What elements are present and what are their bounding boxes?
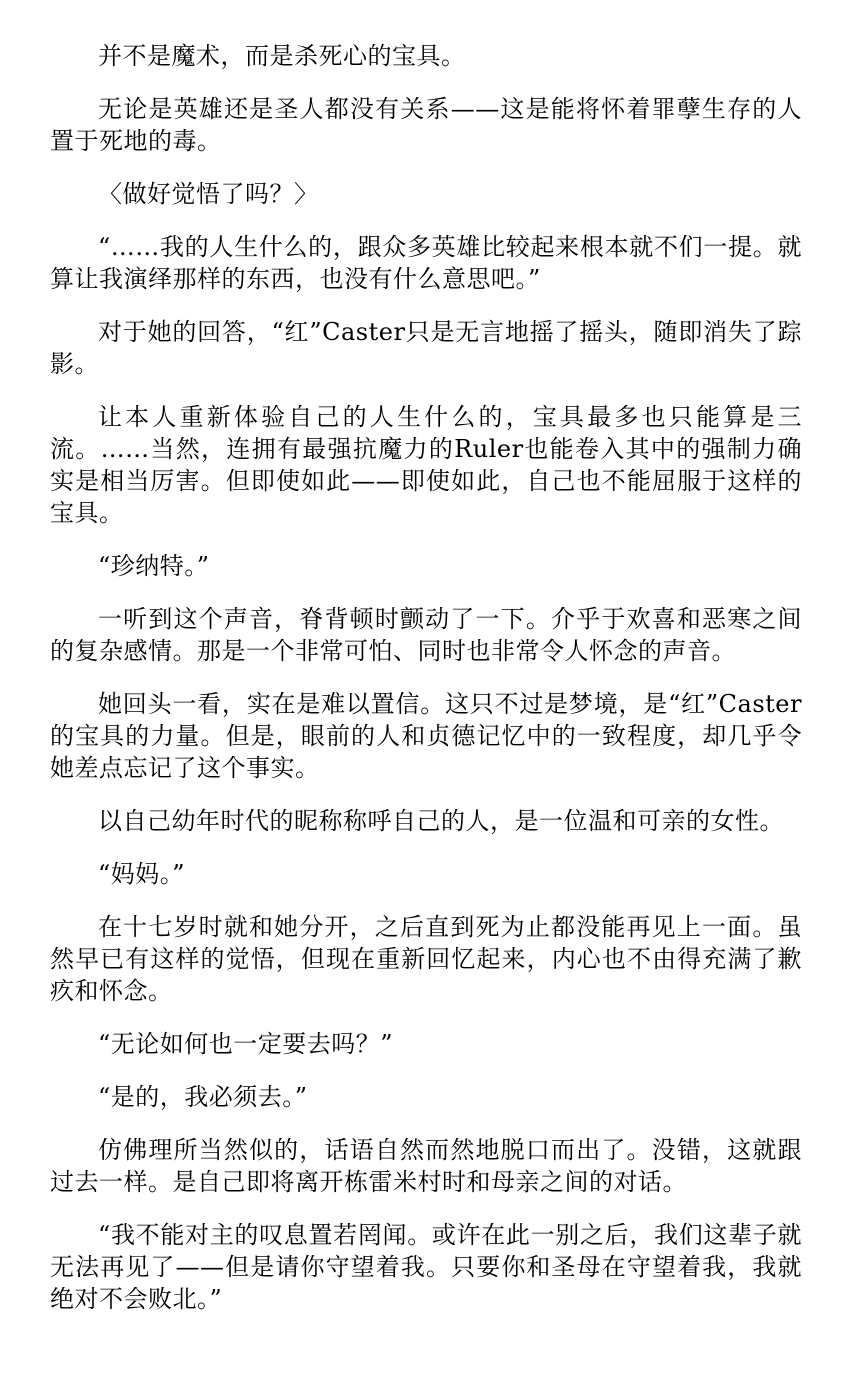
- paragraph: 让本人重新体验自己的人生什么的，宝具最多也只能算是三流。……当然，连拥有最强抗魔力的Ruler也能卷入其中的强制力确实是相当厉害。但即使如此——即使如此，自己也不能屈服于这样的宝具。: [50, 403, 802, 527]
- paragraph: “是的，我必须去。”: [98, 1083, 308, 1111]
- paragraph: 对于她的回答，“红”Caster只是无言地摇了摇头，随即消失了踪影。: [50, 318, 802, 378]
- paragraph: 以自己幼年时代的昵称称呼自己的人，是一位温和可亲的女性。: [98, 807, 784, 835]
- paragraph: “我不能对主的叹息置若罔闻。或许在此一别之后，我们这辈子就无法再见了——但是请你守望着我。只要你和圣母在守望着我，我就绝对不会败北。”: [50, 1221, 802, 1313]
- paragraph: 她回头一看，实在是难以置信。这只不过是梦境，是“红”Caster的宝具的力量。但是，眼前的人和贞德记忆中的一致程度，却几乎令她差点忘记了这个事实。: [50, 690, 802, 782]
- paragraph: 一听到这个声音，脊背顿时颤动了一下。介乎于欢喜和恶寒之间的复杂感情。那是一个非常可怕、同时也非常令人怀念的声音。: [50, 605, 802, 665]
- paragraph: 并不是魔术，而是杀死心的宝具。: [98, 42, 466, 70]
- paragraph: 无论是英雄还是圣人都没有关系——这是能将怀着罪孽生存的人置于死地的毒。: [50, 95, 802, 155]
- paragraph: 仿佛理所当然似的，话语自然而然地脱口而出了。没错，这就跟过去一样。是自己即将离开栋雷米村时和母亲之间的对话。: [50, 1136, 802, 1196]
- paragraph: “珍纳特。”: [98, 552, 210, 580]
- paragraph: “妈妈。”: [98, 860, 186, 888]
- paragraph: “……我的人生什么的，跟众多英雄比较起来根本就不们一提。就算让我演绎那样的东西，也没有什么意思吧。”: [50, 233, 802, 293]
- paragraph: “无论如何也一定要去吗？”: [98, 1030, 394, 1058]
- paragraph: 在十七岁时就和她分开，之后直到死为止都没能再见上一面。虽然早已有这样的觉悟，但现在重新回忆起来，内心也不由得充满了歉疚和怀念。: [50, 913, 802, 1005]
- paragraph: 〈做好觉悟了吗？〉: [98, 180, 319, 208]
- document-page: [50, 40, 802, 1336]
